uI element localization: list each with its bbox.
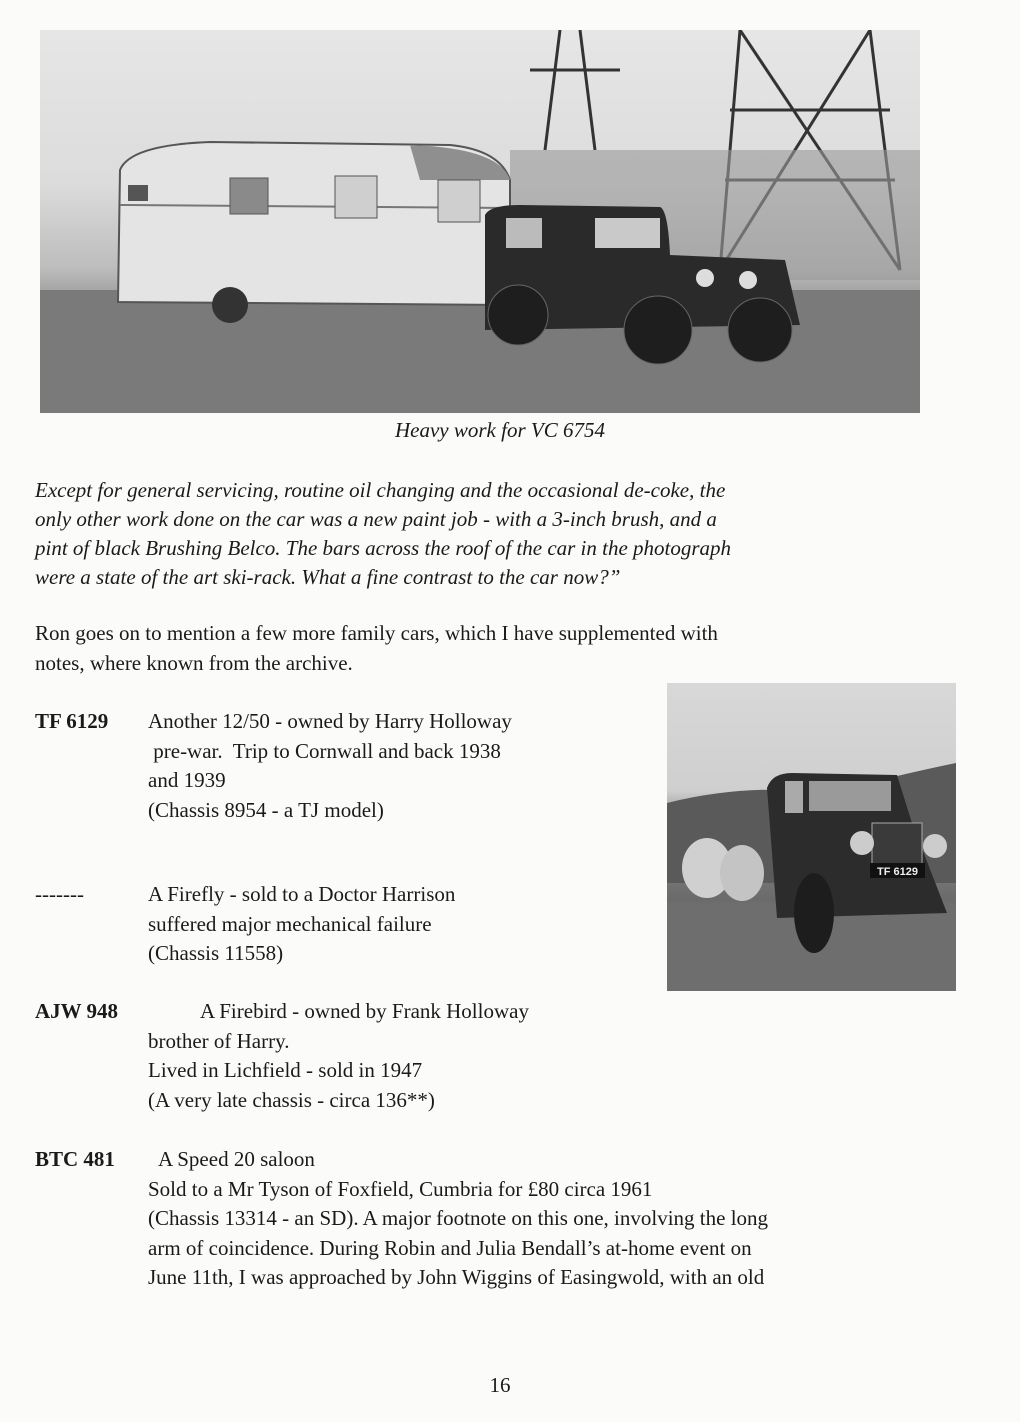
entry-line: suffered major mechanical failure <box>148 911 432 936</box>
registration-label: BTC 481 <box>35 1147 115 1171</box>
entry-line: and 1939 <box>148 768 226 792</box>
entry-line: A Speed 20 saloon <box>158 1147 315 1171</box>
car-wheel <box>728 298 792 362</box>
car-wheel <box>794 873 834 953</box>
entry-text <box>148 1145 768 1293</box>
car-headlamp <box>850 831 874 855</box>
quote-line: Except for general servicing, routine oil changing and the occasional de-coke, the <box>35 478 726 502</box>
photo-caption: Heavy work for VC 6754 <box>395 418 605 442</box>
person-figure <box>720 845 764 901</box>
entry-line: (Chassis 13314 - an SD). A major footnote on this one, involving the long <box>148 1206 769 1230</box>
quote-line: only other work done on the car was a new paint job - with a 3-inch brush, and a <box>35 507 717 531</box>
caravan-window <box>335 176 377 218</box>
car-headlamp <box>923 834 947 858</box>
entry-text <box>148 997 529 1115</box>
number-plate-text: TF 6129 <box>877 866 918 878</box>
entry-text <box>148 880 455 969</box>
car-window <box>595 218 660 248</box>
intro-paragraph <box>35 618 965 678</box>
caravan-window <box>230 178 268 214</box>
entry-line: (Chassis 8954 - a TJ model) <box>148 797 384 822</box>
quote-line: were a state of the art ski-rack. What a fine contrast to the car now?” <box>35 565 621 589</box>
entry-text <box>148 707 512 825</box>
entry-line: June 11th, I was approached by John Wiggins of Easingwold, with an old <box>148 1265 765 1289</box>
car-headlamp <box>696 269 714 287</box>
car-headlamp <box>739 271 757 289</box>
caravan-photo-drawing <box>40 30 920 413</box>
entry-line: brother of Harry. <box>148 1028 290 1053</box>
entry-line: Sold to a Mr Tyson of Foxfield, Cumbria for £80 circa 1961 <box>148 1176 653 1201</box>
caravan-window <box>438 180 480 222</box>
registration-label: AJW 948 <box>35 999 119 1023</box>
car-window <box>809 781 891 811</box>
entry-line: Another 12/50 - owned by Harry Holloway <box>148 709 512 733</box>
caravan-roof-graphic <box>410 145 510 180</box>
caravan-window <box>128 185 148 201</box>
quote-paragraph <box>35 476 965 592</box>
caravan-photo <box>40 30 920 413</box>
caravan-wheel <box>212 287 248 323</box>
car-window <box>506 218 542 248</box>
entry-line: A Firebird - owned by Frank Holloway <box>200 999 529 1023</box>
entry-line: Lived in Lichfield - sold in 1947 <box>148 1058 423 1082</box>
registration-label: TF 6129 <box>35 709 109 733</box>
intro-line: Ron goes on to mention a few more family cars, which I have supplemented with <box>35 621 718 645</box>
car-window <box>785 781 803 813</box>
tf6129-photo <box>667 683 956 991</box>
tf6129-photo-drawing <box>667 683 956 991</box>
page-number: 16 <box>489 1373 511 1397</box>
car-wheel <box>488 285 548 345</box>
quote-line: pint of black Brushing Belco. The bars across the roof of the car in the photograph <box>35 536 732 560</box>
entry-line: (Chassis 11558) <box>148 941 284 965</box>
intro-line: notes, where known from the archive. <box>35 651 353 675</box>
car-wheel <box>624 296 692 364</box>
entry-line: arm of coincidence. During Robin and Julia Bendall’s at-home event on <box>148 1235 752 1260</box>
registration-label: ------- <box>35 882 84 906</box>
entry-line: (A very late chassis - circa 136**) <box>148 1087 435 1112</box>
entry-line: pre-war. Trip to Cornwall and back 1938 <box>148 738 501 763</box>
entry-line: A Firefly - sold to a Doctor Harrison <box>148 882 456 906</box>
